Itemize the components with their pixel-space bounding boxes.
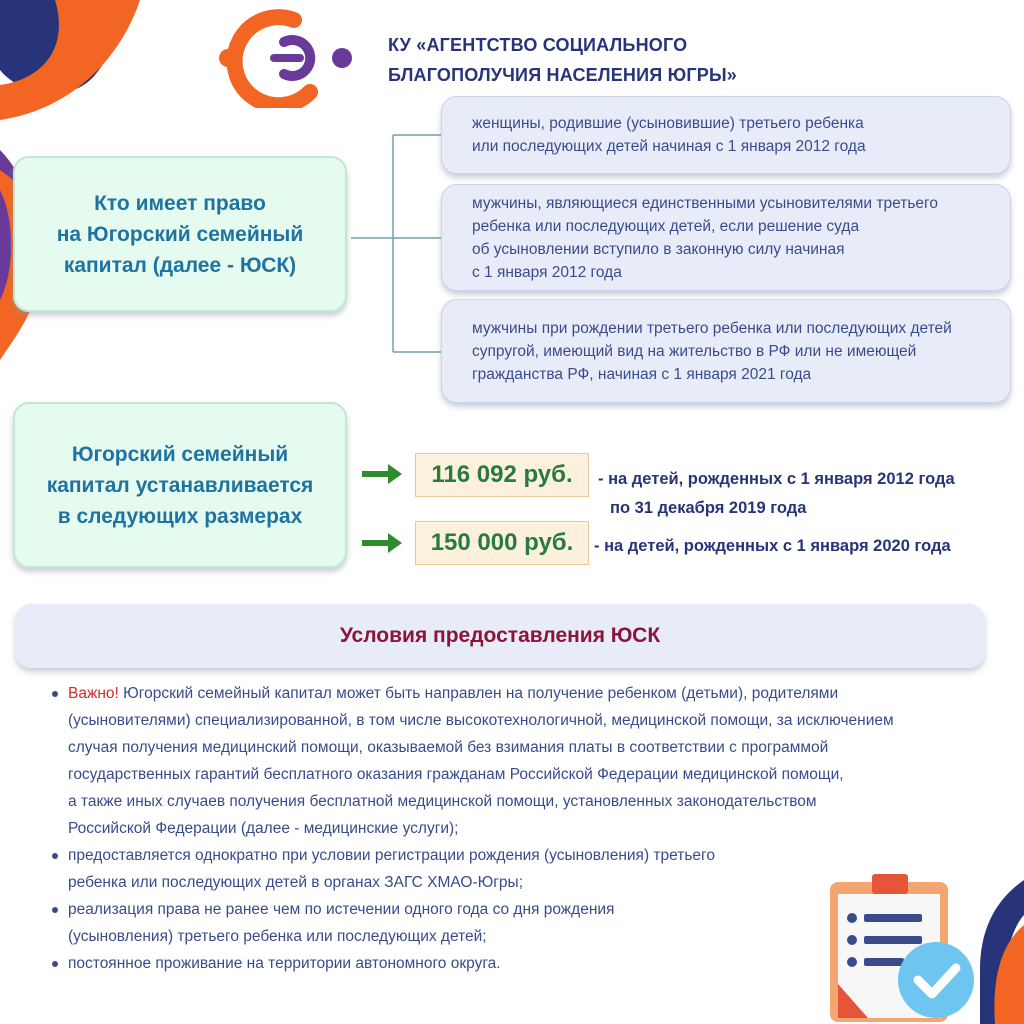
condition-line: государственных гарантий бесплатного оказания гражданам Российской Федерации медицинской помощи,: [68, 766, 844, 783]
condition-line: постоянное проживание на территории автономного округа.: [68, 955, 501, 972]
eligibility-item-line: супругой, имеющий вид на жительство в РФ или не имеющей: [472, 342, 917, 360]
arrow-right-icon: [362, 532, 402, 554]
condition-line-text: Югорский семейный капитал может быть направлен на получение ребенком (детьми), родителями: [118, 685, 839, 702]
condition-line: (усыновления) третьего ребенка или последующих детей;: [68, 928, 487, 945]
bullet-icon: [52, 853, 58, 859]
capital-amount-badge: 150 000 руб.: [415, 521, 589, 565]
eligibility-item-line: с 1 января 2012 года: [472, 263, 622, 281]
eligibility-heading-box: [13, 156, 347, 312]
eligibility-item-line: женщины, родившие (усыновившие) третьего ребенка: [472, 115, 864, 132]
important-label: Важно!: [68, 685, 119, 702]
checklist-icon: [822, 872, 982, 1024]
eligibility-item-line: мужчины при рождении третьего ребенка или последующих детей: [472, 319, 952, 337]
eligibility-item: [441, 184, 1011, 291]
eligibility-item-line: об усыновлении вступило в законную силу начиная: [472, 240, 845, 258]
condition-line: Российской Федерации (далее - медицинские услуги);: [68, 820, 459, 837]
capital-size-heading-line3: в следующих размерах: [57, 504, 303, 528]
condition-line: а также иных случаев получения бесплатной медицинской помощи, установленных законодательством: [68, 793, 817, 810]
capital-size-heading-box: [13, 402, 347, 568]
eligibility-item: [441, 299, 1011, 403]
condition-line: случая получения медицинский помощи, оказываемой без взимания платы в соответствии с программой: [68, 739, 829, 756]
eligibility-item-line: гражданства РФ, начиная с 1 января 2021 года: [472, 365, 812, 383]
capital-amount-note-line1: - на детей, рожденных с 1 января 2012 года: [598, 470, 955, 488]
condition-line: [68, 680, 972, 707]
capital-amount-badge: 116 092 руб.: [415, 453, 589, 497]
bullet-icon: [52, 691, 58, 697]
condition-line: реализация права не ранее чем по истечении одного года со дня рождения: [68, 901, 615, 918]
capital-size-heading-line1: Югорский семейный: [71, 442, 289, 466]
bullet-icon: [52, 907, 58, 913]
conditions-title: Условия предоставления ЮСК: [15, 604, 985, 668]
eligibility-item-line: ребенка или последующих детей, если решение суда: [472, 217, 860, 235]
capital-amount-note: [598, 467, 955, 520]
condition-line: (усыновителями) специализированной, в том числе высокотехнологичной, медицинской помощи, за исключением: [68, 712, 894, 729]
bracket-connector: [343, 130, 443, 360]
capital-amount-note: - на детей, рожденных с 1 января 2020 года: [594, 537, 951, 555]
condition-line: предоставляется однократно при условии регистрации рождения (усыновления) третьего: [68, 847, 715, 864]
organization-title: [388, 30, 788, 90]
eligibility-item: [441, 96, 1011, 174]
eligibility-heading-line2: на Югорский семейный: [56, 222, 304, 246]
bullet-icon: [52, 961, 58, 967]
capital-amount-note-line2: по 31 декабря 2019 года: [610, 499, 807, 517]
capital-size-heading-line2: капитал устанавливается: [46, 473, 314, 497]
eligibility-heading-line3: капитал (далее - ЮСК): [63, 253, 297, 277]
eligibility-heading-line1: Кто имеет право: [94, 191, 266, 215]
condition-item: [52, 680, 972, 842]
org-title-line1: КУ «АГЕНТСТВО СОЦИАЛЬНОГО: [388, 35, 688, 55]
eligibility-item-line: мужчины, являющиеся единственными усыновителями третьего: [472, 194, 938, 212]
arrow-right-icon: [362, 463, 402, 485]
eligibility-item-line: или последующих детей начиная с 1 января 2012 года: [472, 138, 866, 155]
org-title-line2: БЛАГОПОЛУЧИЯ НАСЕЛЕНИЯ ЮГРЫ»: [388, 65, 737, 85]
condition-line: ребенка или последующих детей в органах ЗАГС ХМАО-Югры;: [68, 874, 523, 891]
agency-logo: [214, 8, 358, 108]
